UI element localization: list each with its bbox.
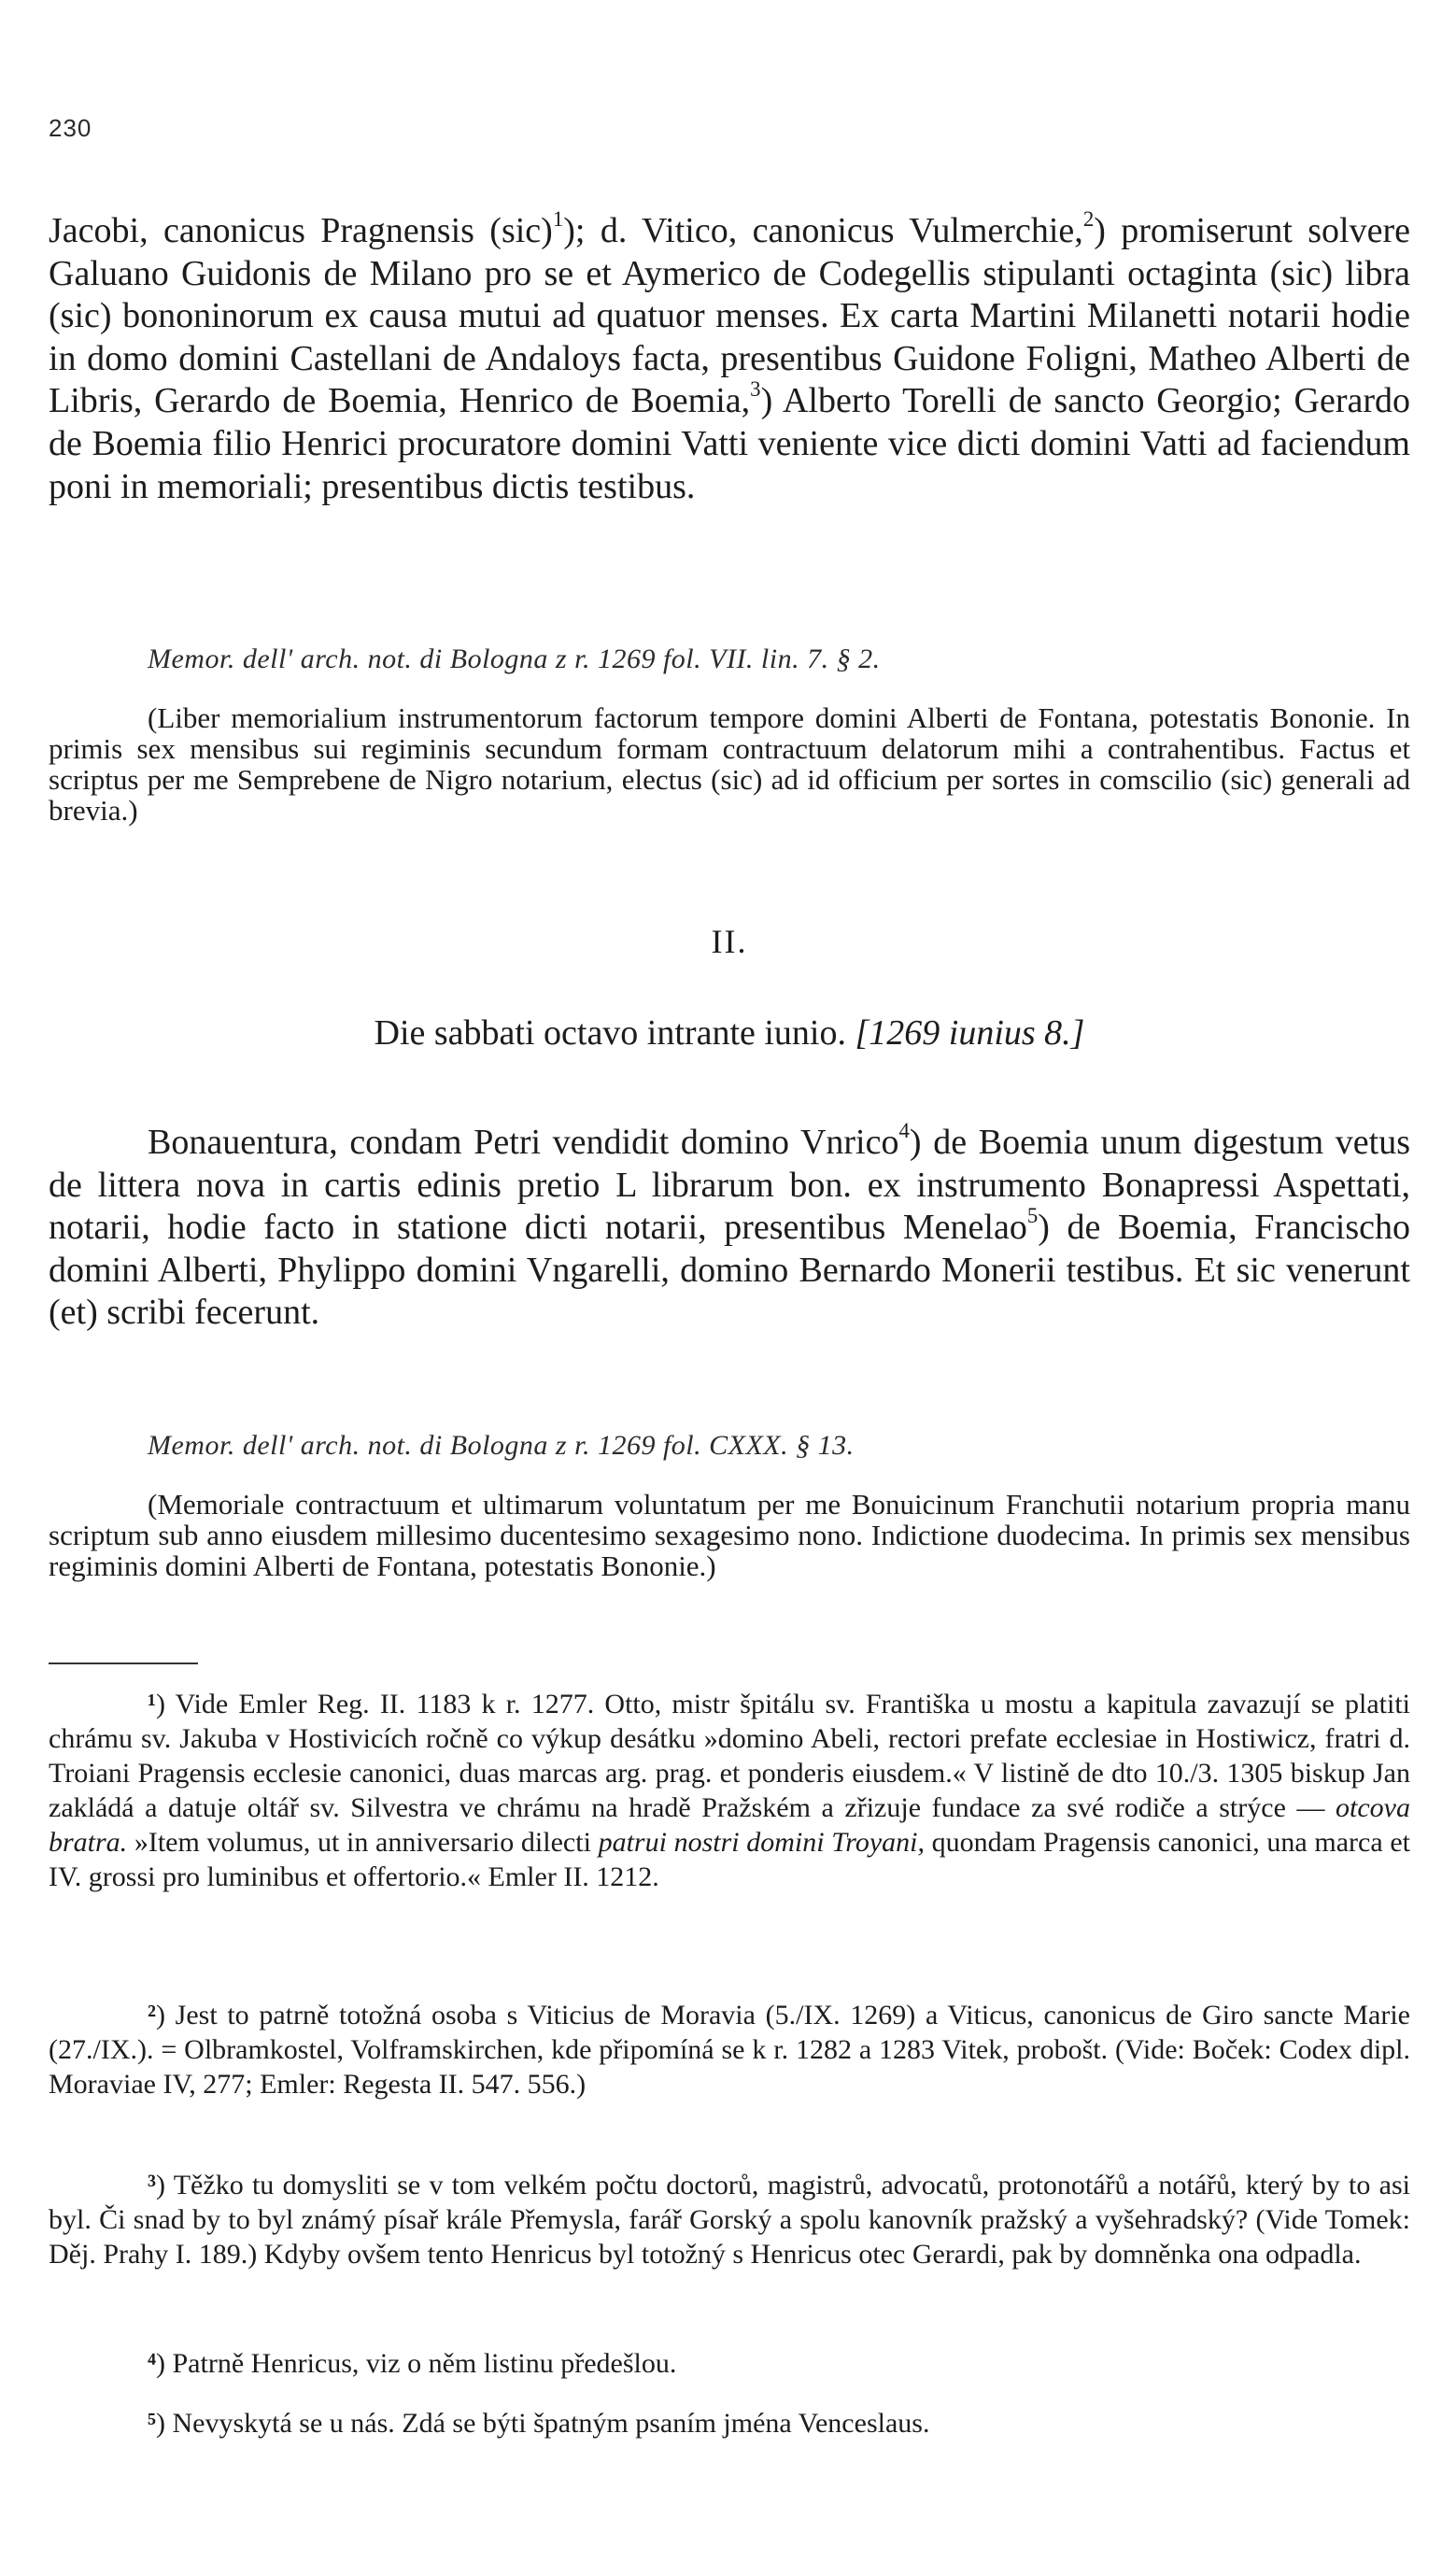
footnote-ref-2[interactable]: 2	[1082, 206, 1095, 231]
section-number: II.	[711, 923, 748, 960]
body-text: ) de Boemia unum digestum vetus de littera nova in cartis edinis pretio L librarum bon. ex instrumento Bonapressi Aspettati, notarii, hodie facto in statione dicti notarii, presentibus Menelao	[49, 1123, 1410, 1248]
section-heading-block	[49, 923, 1410, 960]
footnote-4-text	[49, 2346, 1410, 2381]
footnote-text: ) Vide Emler Reg. II. 1183 k r. 1277. Otto, mistr špitálu sv. Františka u mostu a kapitula zavazují se platiti chrámu sv. Jakuba v Hostivicích ročně co výkup desátku »domino Abeli, rectori prefate ecclesiae in Hostiwicz, fratri d. Troiani Pragensis ecclesie canonici, duas marcas arg. prag. et ponderis eiusdem.« V listině de dto 10./3. 1305 biskup Jan zakládá a datuje oltář sv. Silvestra ve chrámu na hradě Pražském a zřizuje fundace za své rodiče a strýce —	[49, 1689, 1410, 1823]
footnote-5-text	[49, 2406, 1410, 2441]
footnote-5	[49, 2406, 1410, 2441]
footnote-rule-block	[49, 1662, 1410, 1664]
footnote-text: ) Nevyskytá se u nás. Zdá se býti špatným psaním jména Venceslaus.	[156, 2408, 930, 2439]
footnote-4-mark: ⁴	[148, 2348, 156, 2379]
footnote-text: quondam Pragensis canonici, una marca et IV. grossi pro luminibus et offertorio.« Emler II. 1212.	[49, 1827, 1410, 1892]
document-2-citation-block	[49, 1429, 1410, 1463]
footnote-ref-1[interactable]: 1	[552, 206, 564, 231]
footnote-text: ) Jest to patrně totožná osoba s Viticius de Moravia (5./IX. 1269) a Viticus, canonicus de Giro sancte Marie (27./IX.). = Olbramkostel, Volframskirchen, kde připomíná se k r. 1282 a 1283 Vitek, probošt. (Vide: Boček: Codex dipl. Moraviae IV, 277; Emler: Regesta II. 547. 556.)	[49, 2000, 1410, 2100]
footnote-separator	[49, 1662, 198, 1664]
footnote-5-mark: ⁵	[148, 2408, 156, 2439]
footnote-1-mark: ¹	[148, 1689, 156, 1719]
date-bracket: [1269 iunius 8.]	[855, 1013, 1085, 1053]
document-2	[49, 1118, 1410, 1335]
document-1-note: (Liber memorialium instrumentorum factorum tempore domini Alberti de Fontana, potestatis Bononie. In primis sex mensibus sui regiminis secundum formam contractuum delatorum mihi a contrahentibus. Factus et scriptus per me Semprebene de Nigro notarium, electus (sic) ad id officium per sortes in comscilio (sic) generali ad brevia.)	[49, 701, 1410, 827]
document-1-citation: Memor. dell' arch. not. di Bologna z r. 1269 fol. VII. lin. 7. § 2.	[148, 644, 881, 674]
footnote-text: »Item volumus, ut in anniversario dilecti	[127, 1827, 599, 1858]
body-text: ) promiserunt solvere Galuano Guidonis de Milano pro se et Aymerico de Codegellis stipulanti octaginta (sic) libra (sic) bononinorum ex causa mutui ad quatuor menses. Ex carta Martini Milanetti notarii hodie in domo domini Castellani de Andaloys facta, presentibus Guidone Foligni, Matheo Alberti de Libris, Gerardo de Boemia, Henrico de Boemia,	[49, 211, 1410, 421]
document-1-body	[49, 206, 1410, 508]
document-1-note-block	[49, 702, 1410, 826]
footnote-2	[49, 1998, 1410, 2101]
footnote-italic: otcova bratra.	[49, 1792, 1410, 1858]
footnote-italic: patrui nostri domini Troyani,	[598, 1827, 926, 1858]
document-2-body	[49, 1118, 1410, 1335]
footnote-4	[49, 2346, 1410, 2381]
footnote-1	[49, 1687, 1410, 1894]
document-2-citation: Memor. dell' arch. not. di Bologna z r. 1269 fol. CXXX. § 13.	[148, 1430, 855, 1461]
page-number: 230	[49, 114, 92, 142]
footnote-text: ) Těžko tu domysliti se v tom velkém počtu doctorů, magistrů, advocatů, protonotářů a notářů, který by to asi byl. Či snad by to byl známý písař krále Přemysla, farář Gorský a spolu kanovník pražský a vyšehradský? (Vide Tomek: Děj. Prahy I. 189.) Kdyby ovšem tento Henricus byl totožný s Henricus otec Gerardi, pak by domněnka ona odpadla.	[49, 2170, 1410, 2270]
date-line-block	[49, 1012, 1410, 1054]
body-text: ); d. Vitico, canonicus Vulmerchie,	[563, 211, 1083, 250]
footnote-3-mark: ³	[148, 2170, 156, 2200]
body-text: ) de Boemia, Francischo domini Alberti, Phylippo domini Vngarelli, domino Bernardo Monerii testibus. Et sic venerunt (et) scribi fecerunt.	[49, 1208, 1410, 1333]
document-1-citation-block	[49, 643, 1410, 676]
body-text: ) Alberto Torelli de sancto Georgio; Gerardo de Boemia filio Henrici procuratore domini Vatti veniente vice dicti domini Vatti ad faciendum poni in memoriali; presentibus dictis testibus.	[49, 381, 1410, 506]
document-2-date-line	[49, 1012, 1410, 1054]
footnote-2-text	[49, 1998, 1410, 2101]
document-2-note-block	[49, 1489, 1410, 1581]
footnote-ref-3[interactable]: 3	[750, 377, 761, 402]
footnote-2-mark: ²	[148, 2000, 156, 2030]
footnote-3-text	[49, 2168, 1410, 2271]
body-text: Bonauentura, condam Petri vendidit domino Vnrico	[148, 1123, 899, 1162]
footnote-ref-5[interactable]: 5	[1026, 1204, 1039, 1228]
footnote-text: ) Patrně Henricus, viz o něm listinu předešlou.	[156, 2348, 677, 2379]
document-1	[49, 206, 1410, 508]
footnote-ref-4[interactable]: 4	[898, 1118, 910, 1142]
footnote-1-text	[49, 1687, 1410, 1894]
footnote-3	[49, 2168, 1410, 2271]
date-text: Die sabbati octavo intrante iunio.	[374, 1013, 846, 1053]
body-text: Jacobi, canonicus Pragnensis (sic)	[49, 211, 553, 250]
document-2-note: (Memoriale contractuum et ultimarum voluntatum per me Bonuicinum Franchutii notarium propria manu scriptum sub anno eiusdem millesimo ducentesimo sexagesimo nono. Indictione duodecima. In primis sex mensibus regiminis domini Alberti de Fontana, potestatis Bononie.)	[49, 1488, 1410, 1582]
